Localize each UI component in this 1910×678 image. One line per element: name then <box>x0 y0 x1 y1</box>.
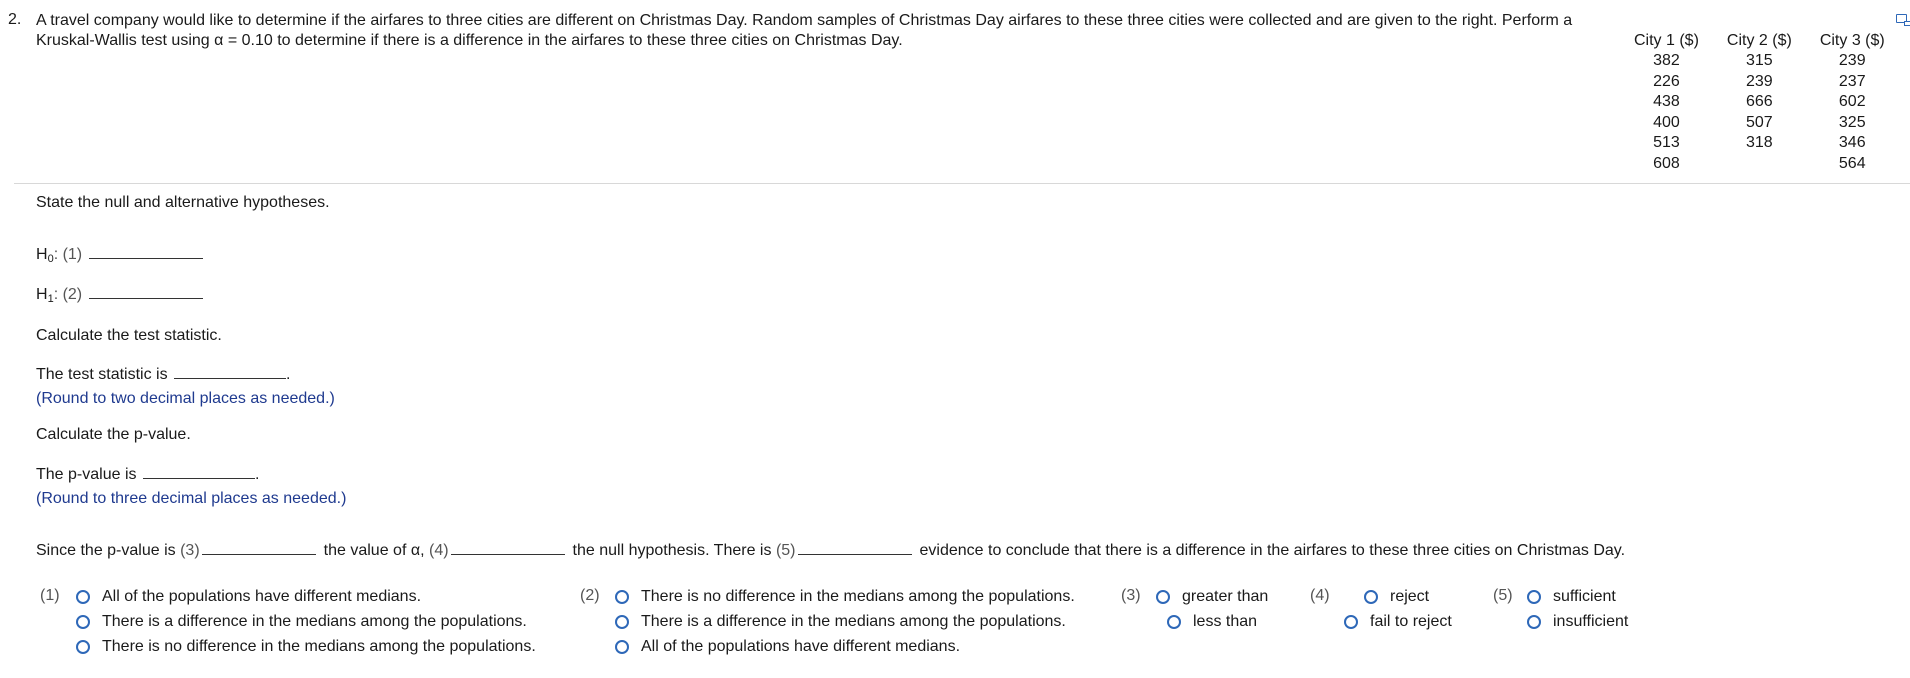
radio-option[interactable] <box>1527 609 1628 634</box>
expand-icon[interactable] <box>1896 14 1907 23</box>
blank-number: (5) <box>775 542 796 559</box>
p-line <box>36 466 259 484</box>
table-row <box>1620 51 1899 72</box>
table-cell: 400 <box>1653 113 1680 131</box>
option-group-label: (4) <box>1310 587 1330 604</box>
table-cell: 507 <box>1746 113 1773 131</box>
option-group-label: (5) <box>1493 587 1513 604</box>
radio-button[interactable] <box>1167 615 1181 629</box>
h0-blank-number: : (1) <box>53 246 83 263</box>
conclusion-text: evidence to conclude that there is a difference in the airfares to these three cities on Christmas Day. <box>919 542 1626 559</box>
option-label: There is no difference in the medians among the populations. <box>102 637 536 655</box>
option-group-2 <box>615 584 1075 659</box>
section-divider <box>14 183 1910 184</box>
test-statistic-input[interactable] <box>174 366 286 379</box>
table-header: City 3 ($) <box>1819 32 1885 49</box>
table-header: City 2 ($) <box>1726 32 1792 49</box>
table-cell: 239 <box>1746 72 1773 90</box>
h0-line <box>36 246 203 265</box>
radio-option[interactable] <box>615 634 1075 659</box>
option-label: sufficient <box>1553 587 1616 605</box>
radio-button[interactable] <box>1364 590 1378 604</box>
table-cell: 237 <box>1838 72 1866 90</box>
table-cell: 318 <box>1746 134 1773 152</box>
option-group-label: (3) <box>1121 587 1141 604</box>
option-label: There is no difference in the medians among the populations. <box>641 587 1075 605</box>
radio-button[interactable] <box>615 590 629 604</box>
table-cell: 315 <box>1746 52 1773 70</box>
table-cell: 608 <box>1653 154 1680 172</box>
blank-5-dropdown[interactable] <box>798 542 912 555</box>
radio-button[interactable] <box>1156 590 1170 604</box>
airfare-table <box>1620 31 1899 174</box>
radio-button[interactable] <box>1527 615 1541 629</box>
radio-button[interactable] <box>1344 615 1358 629</box>
stat-label: The test statistic is <box>36 366 168 383</box>
stat-prompt: Calculate the test statistic. <box>36 327 222 344</box>
p-value-input[interactable] <box>143 466 255 479</box>
radio-option[interactable] <box>76 609 536 634</box>
blank-number: (3) <box>180 542 200 559</box>
radio-button[interactable] <box>615 615 629 629</box>
blank-3-dropdown[interactable] <box>202 542 316 555</box>
table-row <box>1620 113 1899 134</box>
h0-dropdown[interactable] <box>89 246 203 259</box>
option-group-4 <box>1344 584 1452 634</box>
option-group-label: (1) <box>40 587 60 604</box>
h1-blank-number: : (2) <box>53 286 83 303</box>
option-group-3 <box>1156 584 1268 634</box>
conclusion-text: the null hypothesis. There is <box>572 542 772 559</box>
option-label: All of the populations have different medians. <box>641 637 961 655</box>
h1-label: H <box>36 286 48 303</box>
table-cell: 325 <box>1838 113 1866 131</box>
period: . <box>254 466 260 483</box>
conclusion-text: the value of α, <box>323 542 425 559</box>
table-cell: 239 <box>1838 52 1866 70</box>
option-label: greater than <box>1182 587 1269 605</box>
stat-line <box>36 366 291 384</box>
table-cell: 602 <box>1838 93 1866 111</box>
conclusion-sentence <box>36 542 1625 560</box>
stat-rounding-note: (Round to two decimal places as needed.) <box>36 390 335 407</box>
table-row <box>1620 72 1899 93</box>
option-label: All of the populations have different medians. <box>102 587 422 605</box>
table-row <box>1620 154 1899 175</box>
table-cell: 346 <box>1838 134 1866 152</box>
option-label: less than <box>1193 612 1258 630</box>
option-label: fail to reject <box>1370 612 1452 630</box>
table-row <box>1620 92 1899 113</box>
table-cell <box>1713 154 1806 175</box>
radio-button[interactable] <box>1527 590 1541 604</box>
option-label: There is a difference in the medians among the populations. <box>641 612 1066 630</box>
blank-number: (4) <box>428 542 449 559</box>
conclusion-text: Since the p-value is <box>36 542 176 559</box>
table-header: City 1 ($) <box>1634 32 1699 49</box>
table-cell: 382 <box>1653 52 1680 70</box>
option-label: There is a difference in the medians among the populations. <box>102 612 527 630</box>
blank-4-dropdown[interactable] <box>451 542 565 555</box>
p-prompt: Calculate the p-value. <box>36 426 191 443</box>
radio-button[interactable] <box>76 615 90 629</box>
table-row <box>1620 133 1899 154</box>
question-text: A travel company would like to determine if the airfares to three cities are different on Christmas Day. Random samples of Christmas Day airfares to these three cities were collected and are given to the right. Perform a Kruskal-Wallis test using α = 0.10 to determine if there is a difference in the airfares to these three cities on Christmas Day. <box>36 12 1573 49</box>
radio-option[interactable] <box>615 609 1075 634</box>
radio-option[interactable] <box>76 584 536 609</box>
option-label: insufficient <box>1553 612 1629 630</box>
option-label: reject <box>1390 587 1430 605</box>
h1-line <box>36 286 203 305</box>
option-group-5 <box>1527 584 1628 634</box>
table-cell: 564 <box>1838 154 1866 172</box>
p-rounding-note: (Round to three decimal places as needed.) <box>36 490 347 507</box>
radio-option[interactable] <box>1344 584 1452 609</box>
h1-dropdown[interactable] <box>89 286 203 299</box>
h1-subscript: 1 <box>47 293 54 305</box>
question-number: 2. <box>8 11 22 28</box>
radio-option[interactable] <box>76 634 536 659</box>
table-cell: 666 <box>1746 93 1773 111</box>
radio-option[interactable] <box>1527 584 1628 609</box>
h0-subscript: 0 <box>47 253 54 265</box>
radio-option[interactable] <box>1156 609 1268 634</box>
hypotheses-prompt: State the null and alternative hypotheses. <box>36 194 330 211</box>
radio-button[interactable] <box>76 590 90 604</box>
h0-label: H <box>36 246 48 263</box>
table-cell: 226 <box>1653 72 1680 90</box>
radio-button[interactable] <box>615 640 629 654</box>
table-cell: 513 <box>1653 134 1680 152</box>
table-cell: 438 <box>1653 93 1680 111</box>
radio-button[interactable] <box>76 640 90 654</box>
option-group-label: (2) <box>580 587 600 604</box>
period: . <box>286 366 291 383</box>
radio-option[interactable] <box>1156 584 1268 609</box>
radio-option[interactable] <box>615 584 1075 609</box>
option-group-1 <box>76 584 536 659</box>
radio-option[interactable] <box>1344 609 1452 634</box>
p-label: The p-value is <box>36 466 137 483</box>
